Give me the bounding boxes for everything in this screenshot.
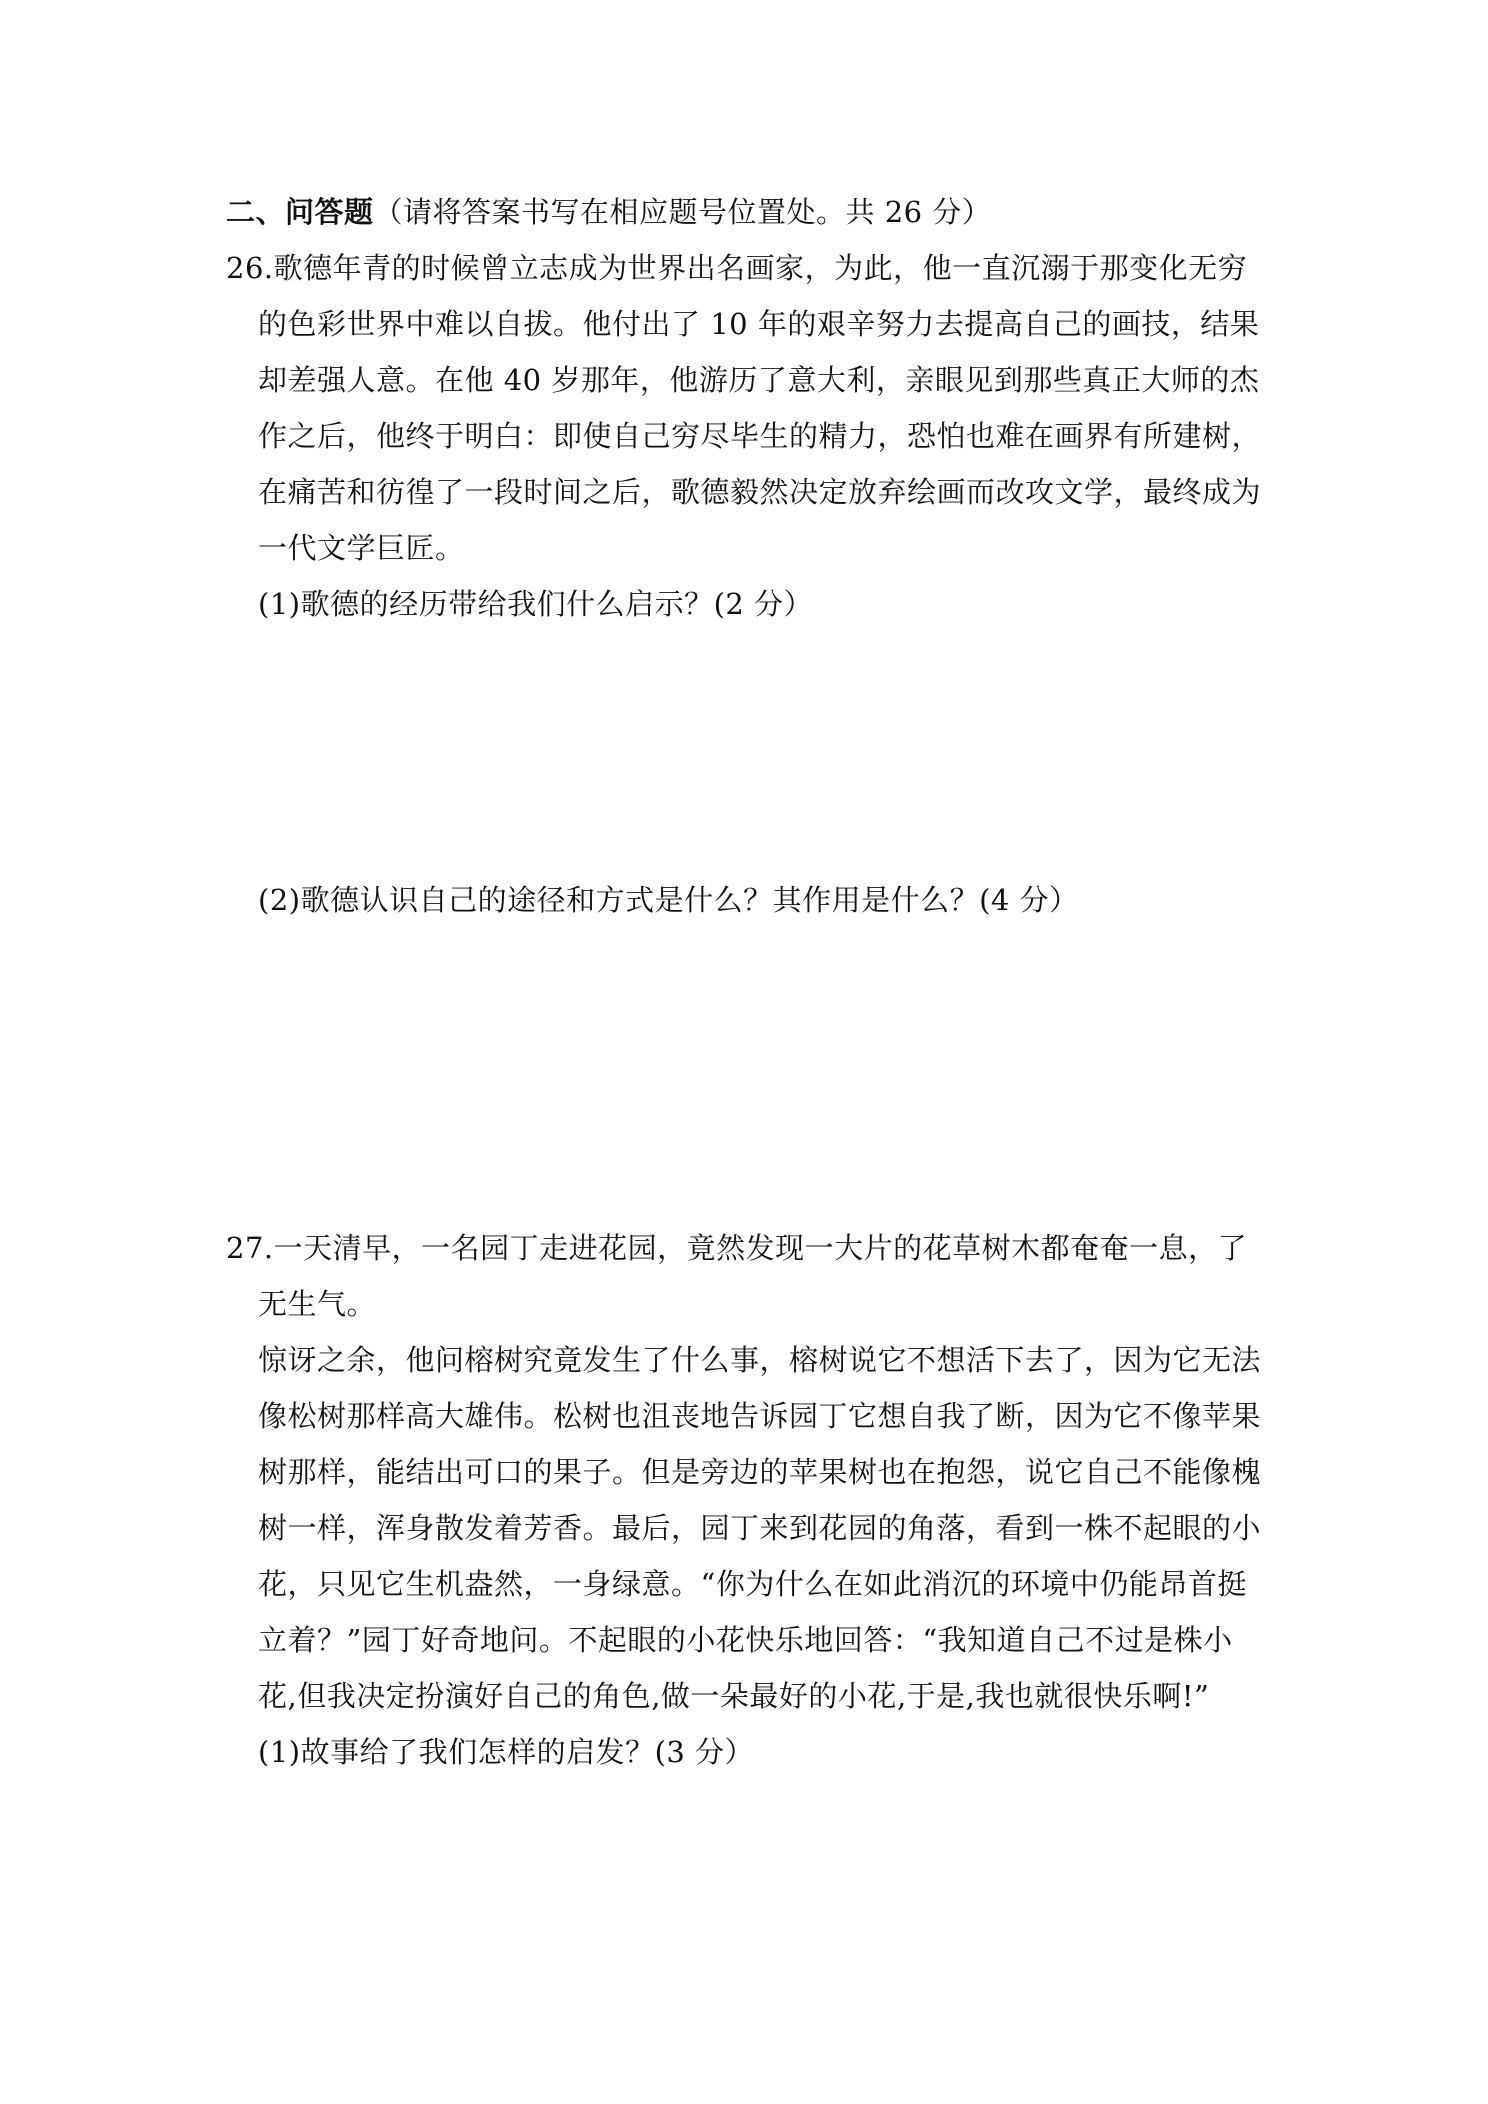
q27-line-4: 像松树那样高大雄伟。松树也沮丧地告诉园丁它想自我了断，因为它不像苹果	[258, 1399, 1262, 1433]
q27-line-2: 无生气。	[258, 1287, 377, 1321]
section-heading-note: （请将答案书写在相应题号位置处。共 26 分）	[373, 195, 992, 229]
q27-line-1: 27.一天清早，一名园丁走进花园，竟然发现一大片的花草树木都奄奄一息，了	[226, 1231, 1248, 1265]
q27-line-6: 树一样，浑身散发着芳香。最后，园丁来到花园的角落，看到一株不起眼的小	[258, 1511, 1262, 1545]
q26-line-4: 作之后，他终于明白：即使自己穷尽毕生的精力，恐怕也难在画界有所建树，	[258, 419, 1262, 453]
q26-line-3: 却差强人意。在他 40 岁那年，他游历了意大利，亲眼见到那些真正大师的杰	[258, 363, 1260, 397]
section-heading-title: 二、问答题	[226, 195, 374, 229]
q27-line-7: 花，只见它生机盎然，一身绿意。“你为什么在如此消沉的环境中仍能昂首挺	[258, 1567, 1247, 1601]
q27-line-9: 花,但我决定扮演好自己的角色,做一朵最好的小花,于是,我也就很快乐啊!”	[258, 1679, 1210, 1713]
q26-subquestion-2: (2)歌德认识自己的途径和方式是什么？其作用是什么？(4 分）	[258, 883, 1079, 917]
q26-line-2: 的色彩世界中难以自拔。他付出了 10 年的艰辛努力去提高自己的画技，结果	[258, 307, 1260, 341]
q26-subquestion-1: (1)歌德的经历带给我们什么启示？(2 分）	[258, 587, 814, 621]
q27-line-3: 惊讶之余，他问榕树究竟发生了什么事，榕树说它不想活下去了，因为它无法	[258, 1343, 1262, 1377]
q26-line-5: 在痛苦和彷徨了一段时间之后，歌德毅然决定放弃绘画而改攻文学，最终成为	[258, 475, 1262, 509]
q27-subquestion-1: (1)故事给了我们怎样的启发？(3 分）	[258, 1735, 755, 1769]
q26-line-6: 一代文学巨匠。	[258, 531, 465, 565]
q27-line-5: 树那样，能结出可口的果子。但是旁边的苹果树也在抱怨，说它自己不能像槐	[258, 1455, 1262, 1489]
section-heading	[226, 192, 991, 232]
q27-line-8: 立着？”园丁好奇地问。不起眼的小花快乐地回答：“我知道自己不过是株小	[258, 1623, 1233, 1657]
q26-line-1: 26.歌德年青的时候曾立志成为世界出名画家，为此，他一直沉溺于那变化无穷	[226, 251, 1248, 285]
